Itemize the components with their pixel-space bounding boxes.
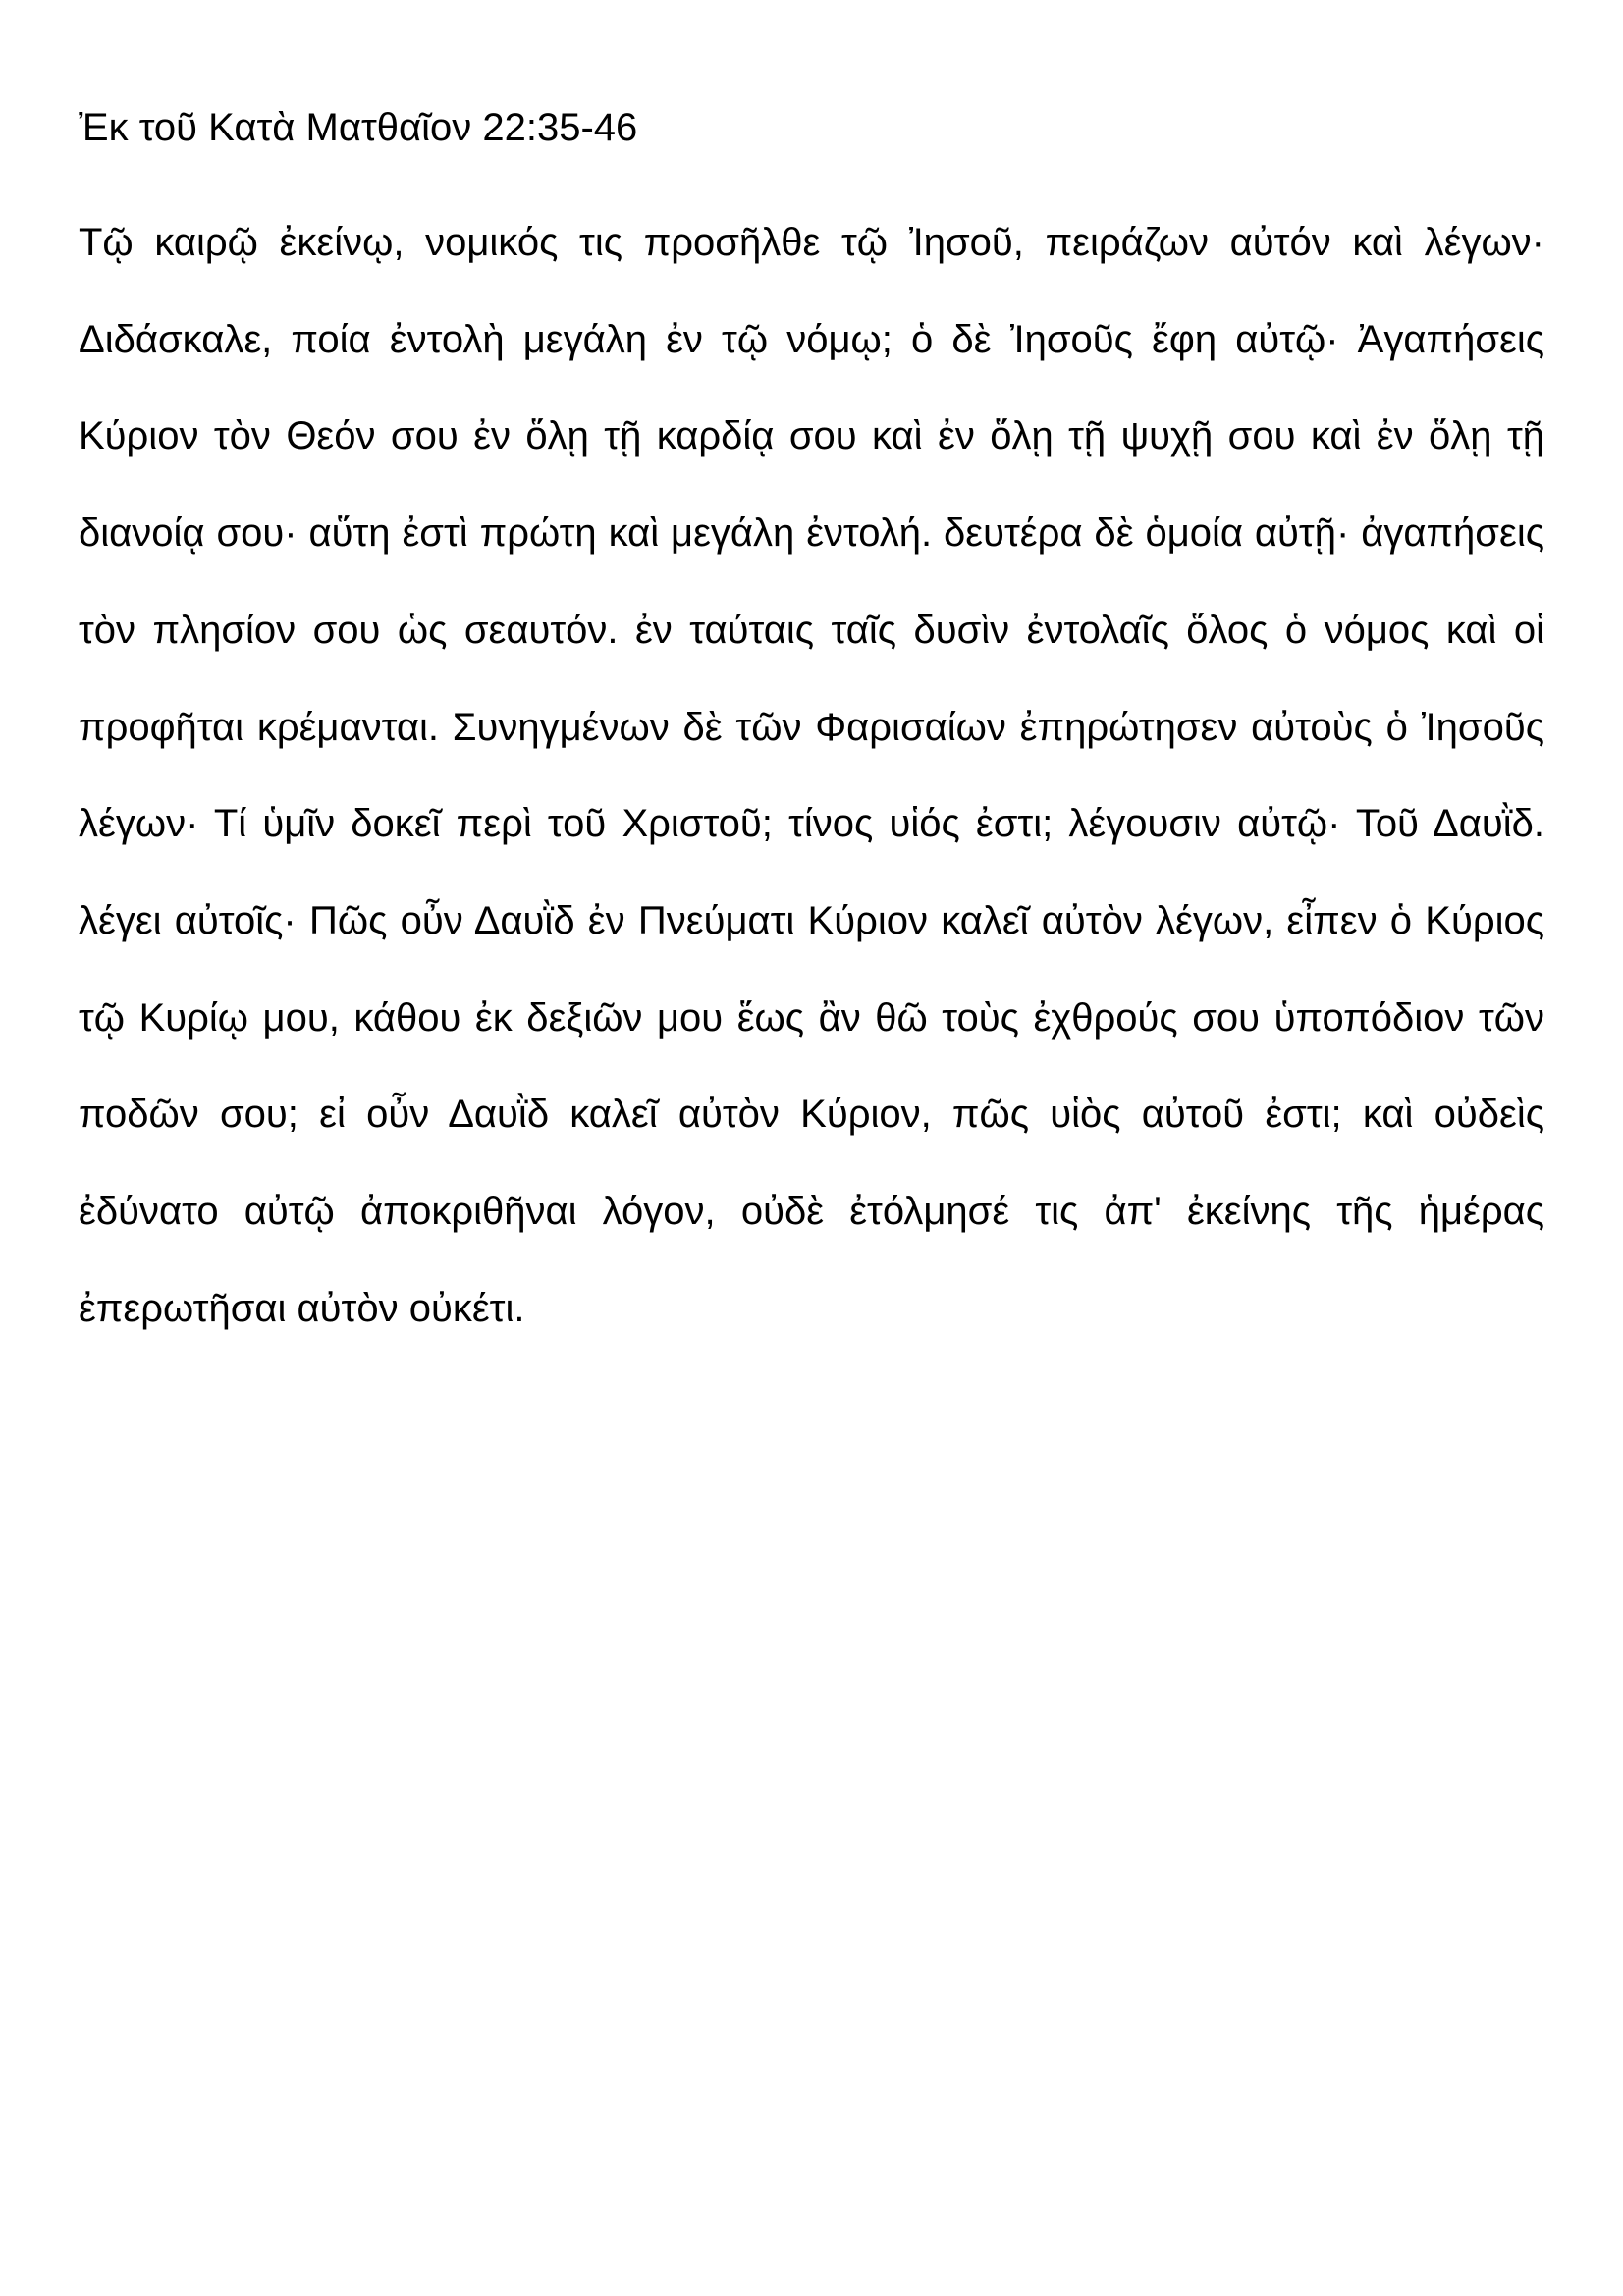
scripture-reference-heading: Ἐκ τοῦ Κατὰ Ματθαῖον 22:35-46: [79, 106, 638, 149]
scripture-passage-text: Τῷ καιρῷ ἐκείνῳ, νομικός τις προσῆλθε τῷ Ἰησοῦ, πειράζων αὐτόν καὶ λέγων· Διδάσκαλε, ποία ἐντολὴ μεγάλη ἐν τῷ νόμῳ; ὁ δὲ Ἰησοῦς ἔφη αὐτῷ· Ἀγαπήσεις Κύριον τὸν Θεόν σου ἐν ὅλῃ τῇ καρδίᾳ σου καὶ ἐν ὅλῃ τῇ ψυχῇ σου καὶ ἐν ὅλῃ τῇ διανοίᾳ σου· αὕτη ἐστὶ πρώτη καὶ μεγάλη ἐντολή. δευτέρα δὲ ὁμοία αὐτῇ· ἀγαπήσεις τὸν πλησίον σου ὡς σεαυτόν. ἐν ταύταις ταῖς δυσὶν ἐντολαῖς ὅλος ὁ νόμος καὶ οἱ προφῆται κρέμανται. Συνηγμένων δὲ τῶν Φαρισαίων ἐπηρώτησεν αὐτοὺς ὁ Ἰησοῦς λέγων· Τί ὑμῖν δοκεῖ περὶ τοῦ Χριστοῦ; τίνος υἱός ἐστι; λέγουσιν αὐτῷ· Τοῦ Δαυῒδ. λέγει αὐτοῖς· Πῶς οὖν Δαυῒδ ἐν Πνεύματι Κύριον καλεῖ αὐτὸν λέγων, εἶπεν ὁ Κύριος τῷ Κυρίῳ μου, κάθου ἐκ δεξιῶν μου ἕως ἂν θῶ τοὺς ἐχθρούς σου ὑποπόδιον τῶν ποδῶν σου; εἰ οὖν Δαυῒδ καλεῖ αὐτὸν Κύριον, πῶς υἱὸς αὐτοῦ ἐστι; καὶ οὐδεὶς ἐδύνατο αὐτῷ ἀποκριθῆναι λόγον, οὐδὲ ἐτόλμησέ τις ἀπ' ἐκείνης τῆς ἡμέρας ἐπερωτῆσαι αὐτὸν οὐκέτι.: [79, 221, 1544, 1330]
